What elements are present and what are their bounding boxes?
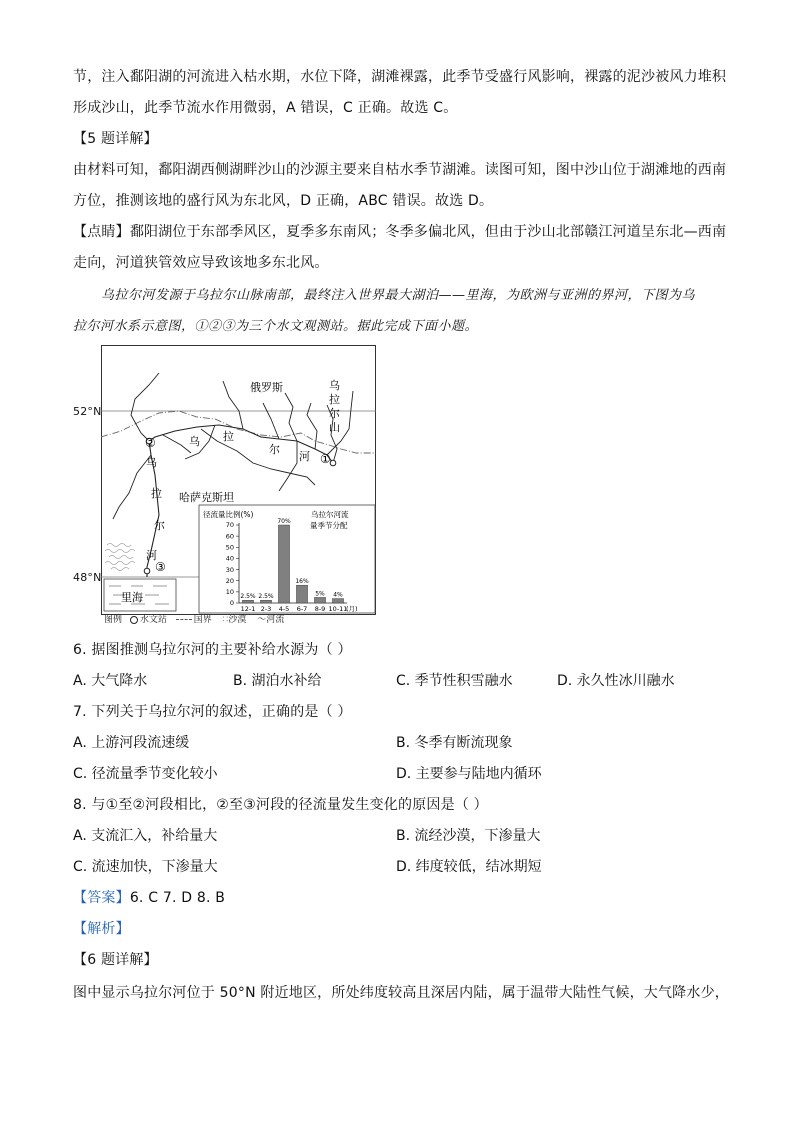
chart-y-tick-label: 70	[225, 521, 234, 530]
answer-line	[73, 888, 225, 908]
option-a[interactable]: A. 上游河段流速缓	[73, 735, 190, 751]
chart-y-tick-label: 30	[225, 565, 234, 574]
station-2-label: ②	[145, 436, 156, 450]
chart-y-tick-label: 0	[229, 599, 234, 608]
tip-text: 鄱阳湖位于东部季风区，夏季多东南风；冬季多偏北风，但由于沙山北部赣江河道呈东北—西南	[129, 224, 727, 240]
chart-bar	[296, 585, 307, 603]
option-a[interactable]: A. 大气降水	[73, 673, 148, 689]
option-d[interactable]: D. 纬度较低，结冰期短	[396, 859, 542, 875]
paragraph-line: 方位，推测该地的盛行风为东北风，D 正确，ABC 错误。故选 D。	[73, 193, 494, 209]
chart-data-label: 16%	[295, 578, 309, 586]
river-label-char: 乌	[189, 435, 200, 448]
tip-paragraph	[73, 222, 726, 242]
chart-data-label: 2.5%	[258, 593, 274, 601]
chart-bar	[314, 597, 325, 603]
map-legend	[104, 614, 284, 626]
river-label-char: 河	[146, 549, 157, 562]
chart-x-unit: (月)	[346, 605, 358, 613]
option-b[interactable]: B. 流经沙漠，下渗量大	[396, 828, 541, 844]
chart-y-tick-label: 20	[225, 576, 234, 585]
chart-data-label: 70%	[277, 518, 291, 525]
chart-bar	[278, 525, 289, 603]
legend-river-label: 河流	[266, 615, 285, 625]
ural-mountain-char: 山	[329, 421, 340, 434]
option-c[interactable]: C. 径流量季节变化较小	[73, 766, 218, 782]
river-label-char: 拉	[223, 430, 234, 443]
legend-desert-icon: ∷	[222, 615, 229, 625]
question-stem: 7. 下列关于乌拉尔河的叙述，正确的是（ ）	[73, 704, 352, 720]
legend-title: 图例	[104, 615, 123, 625]
option-d[interactable]: D. 永久性冰川融水	[557, 673, 675, 689]
russia-label: 俄罗斯	[250, 381, 283, 394]
option-b[interactable]: B. 冬季有断流现象	[396, 735, 513, 751]
chart-bar	[242, 600, 253, 603]
ural-river-map	[101, 345, 377, 615]
answer-text: 6. C 7. D 8. B	[129, 890, 226, 906]
paragraph-line: 节，注入鄱阳湖的河流进入枯水期，水位下降，湖滩裸露，此季节受盛行风影响，裸露的泥沙被风力堆积	[73, 69, 727, 85]
material-line: 拉尔河水系示意图，①②③为三个水文观测站。据此完成下面小题。	[73, 319, 479, 334]
chart-data-label: 5%	[315, 590, 325, 598]
chart-y-tick-label: 50	[225, 543, 234, 552]
chart-bar	[260, 600, 271, 603]
option-d[interactable]: D. 主要参与陆地内循环	[396, 766, 542, 782]
legend-station-icon	[130, 616, 138, 624]
q5-heading: 【5 题详解】	[73, 131, 158, 147]
chart-ylabel: 径流量比例(%)	[203, 510, 254, 519]
caspian-label: 里海	[121, 591, 143, 604]
chart-data-label: 2.5%	[240, 593, 256, 601]
option-b[interactable]: B. 湖泊水补给	[233, 673, 322, 689]
question-stem: 6. 据图推测乌拉尔河的主要补给水源为（ ）	[73, 642, 352, 658]
chart-x-tick-label: 10-11	[328, 605, 348, 613]
chart-bar	[332, 599, 343, 603]
chart-data-label: 4%	[333, 591, 343, 599]
chart-title-line2: 量季节分配	[310, 521, 348, 530]
paragraph-line: 走向，河道狭管效应导致该地多东北风。	[73, 255, 329, 271]
question-material	[73, 280, 723, 342]
analysis-label: 【解析】	[73, 921, 130, 937]
q6-detail-heading: 【6 题详解】	[73, 952, 158, 968]
chart-x-tick-label: 4-5	[278, 605, 290, 613]
legend-station-label: 水文站	[139, 615, 167, 625]
chart-y-tick-label: 60	[225, 532, 234, 541]
latitude-label-52: 52°N	[73, 405, 102, 418]
option-a[interactable]: A. 支流汇入，补给量大	[73, 828, 218, 844]
legend-border-label: 国界	[193, 615, 212, 625]
station-3-label: ③	[155, 560, 166, 574]
question-stem: 8. 与①至②河段相比，②至③河段的径流量发生变化的原因是（ ）	[73, 797, 488, 813]
tip-label: 【点睛】	[73, 224, 130, 240]
legend-desert-label: 沙漠	[228, 615, 247, 625]
material-line: 乌拉尔河发源于乌拉尔山脉南部，最终注入世界最大湖泊——里海，为欧洲与亚洲的界河，下图为乌	[101, 288, 696, 303]
chart-y-tick-label: 10	[225, 588, 234, 597]
option-c[interactable]: C. 季节性积雪融水	[396, 673, 513, 689]
river-label-char: 尔	[269, 443, 280, 456]
ural-mountain-char: 拉	[329, 393, 340, 406]
paragraph-line: 图中显示乌拉尔河位于 50°N 附近地区，所处纬度较高且深居内陆，属于温带大陆性气候，大气降水少，	[73, 985, 729, 1001]
ural-mountain-char: 尔	[329, 407, 340, 420]
station-1-label: ①	[320, 452, 331, 466]
chart-x-tick-label: 8-9	[314, 605, 326, 613]
chart-title-line1: 乌拉尔河流	[311, 510, 349, 519]
legend-border-icon	[176, 619, 192, 620]
chart-x-tick-label: 6-7	[296, 605, 308, 613]
legend-river-icon: 〜	[257, 615, 267, 625]
option-c[interactable]: C. 流速加快，下渗量大	[73, 859, 218, 875]
river-label-char: 河	[299, 450, 310, 463]
runoff-chart	[199, 505, 375, 613]
hydrological-station-icon	[330, 460, 336, 466]
hydrological-station-icon	[144, 568, 150, 574]
answer-label: 【答案】	[73, 890, 130, 906]
river-label-char: 拉	[151, 487, 162, 500]
kazakhstan-label: 哈萨克斯坦	[179, 491, 234, 504]
paragraph-line: 形成沙山，此季节流水作用微弱，A 错误，C 正确。故选 C。	[73, 100, 458, 116]
chart-x-tick-label: 2-3	[260, 605, 272, 613]
ural-mountain-char: 乌	[329, 379, 340, 392]
river-label-char: 尔	[154, 519, 165, 532]
chart-y-tick-label: 40	[225, 554, 234, 563]
chart-x-tick-label: 12-1	[240, 605, 256, 613]
paragraph-line: 由材料可知，鄱阳湖西侧湖畔沙山的沙源主要来自枯水季节湖滩。读图可知，图中沙山位于湖滩地的西南	[73, 162, 727, 178]
river-label-char: 乌	[146, 456, 157, 469]
latitude-label-48: 48°N	[73, 571, 102, 584]
